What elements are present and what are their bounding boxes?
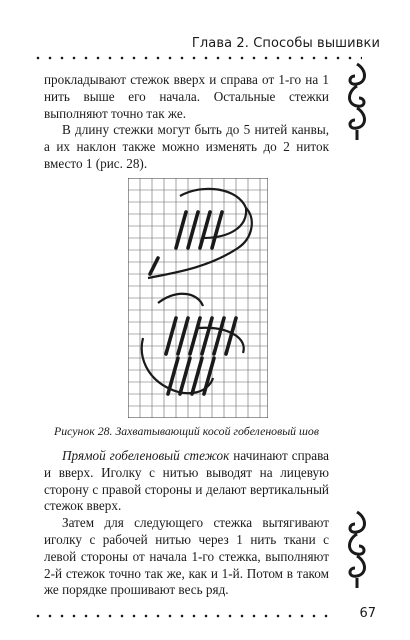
figure-caption: Рисунок 28. Захватывающий косой гобеленовый шов <box>54 424 319 438</box>
scroll-ornament-icon <box>342 62 372 142</box>
chapter-header: Глава 2. Способы вышивки <box>191 36 380 51</box>
scroll-ornament-icon <box>342 510 372 590</box>
page-number: 67 <box>359 606 376 621</box>
body-text-bottom <box>44 448 329 599</box>
term-italic: Прямой гобеленовый стежок <box>62 448 230 463</box>
paragraph-rest: начинают справа и вверх. Иголку с нитью выводят на лицевую сторону с правой стороны и делают вертикальный стежок вверх. <box>44 448 329 514</box>
paragraph: прокладывают стежок вверх и справа от 1-го на 1 нить выше его начала. Остальные стежки выполняют точно так же. <box>44 72 329 121</box>
paragraph: Затем для следующего стежка вытягивают иголку с рабочей нитью через 1 нить ткани с левой стороны от начала 1-го стежка, выполняют 2-й стежок точно так же, как и 1-й. Потом в таком же порядке прошивают весь ряд. <box>44 515 329 598</box>
footer-dotted-rule <box>32 614 332 618</box>
paragraph <box>44 448 329 515</box>
stitch-grid-diagram <box>128 178 268 418</box>
body-text-top <box>44 72 329 173</box>
header-dotted-rule <box>32 56 362 60</box>
paragraph: В длину стежки могут быть до 5 нитей канвы, а их наклон также можно изменять до 2 ниток вместо 1 (рис. 28). <box>44 122 329 171</box>
